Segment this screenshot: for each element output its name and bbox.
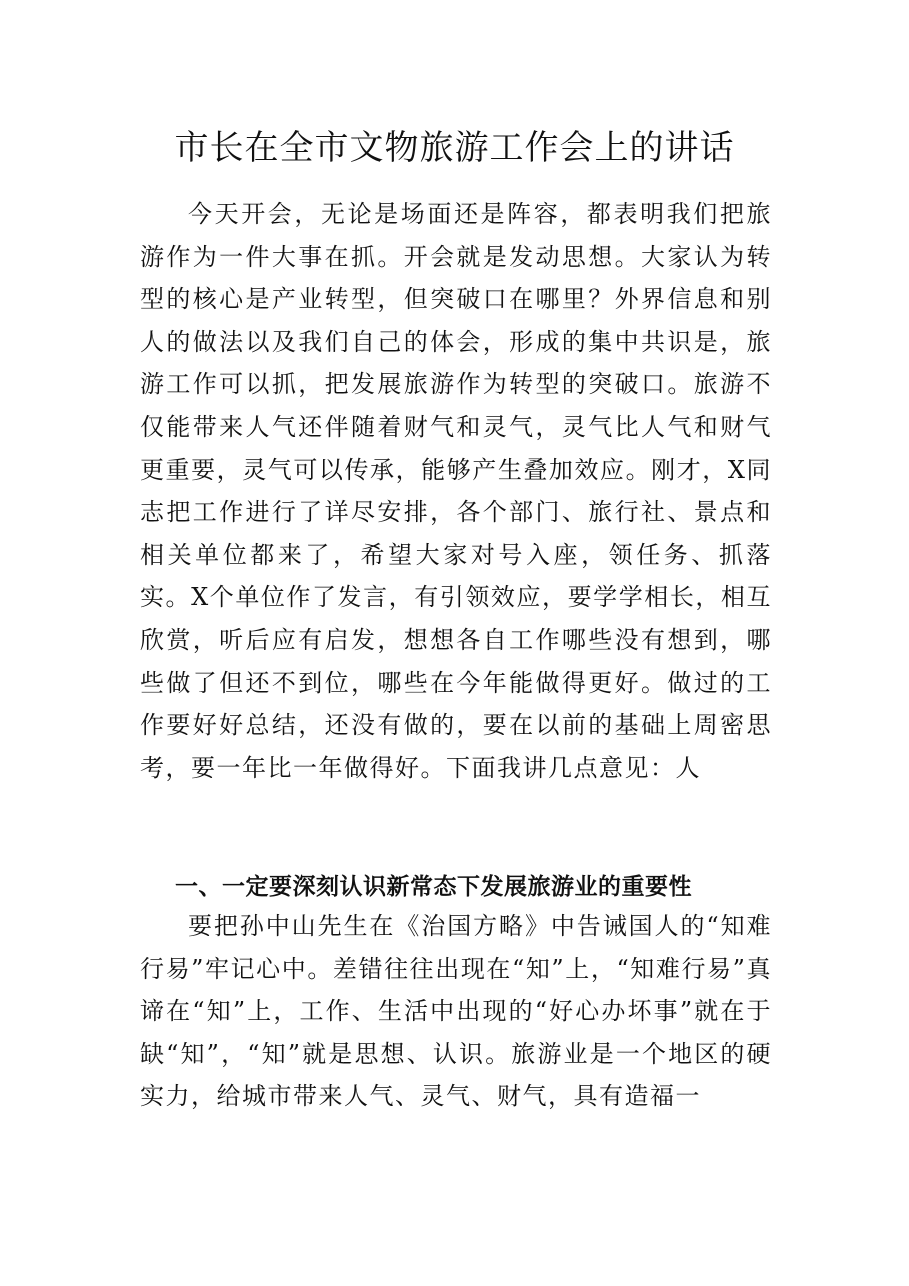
section-heading-1: 一、一定要深刻认识新常态下发展旅游业的重要性 (175, 874, 692, 900)
intro-paragraph: 今天开会，无论是场面还是阵容，都表明我们把旅游作为一件大事在抓。开会就是发动思想。大家认为转型的核心是产业转型，但突破口在哪里？外界信息和别人的做法以及我们自己的体会，形成的集中共识是，旅游工作可以抓，把发展旅游作为转型的突破口。旅游不仅能带来人气还伴随着财气和灵气，灵气比人气和财气更重要，灵气可以传承，能够产生叠加效应。刚才，X同志把工作进行了详尽安排，各个部门、旅行社、景点和相关单位都来了，希望大家对号入座，领任务、抓落实。X个单位作了发言，有引领效应，要学学相长，相互欣赏，听后应有启发，想想各自工作哪些没有想到，哪些做了但还不到位，哪些在今年能做得更好。做过的工作要好好总结，还没有做的，要在以前的基础上周密思考，要一年比一年做得好。下面我讲几点意见：人 (140, 200, 772, 782)
document-title: 市长在全市文物旅游工作会上的讲话 (174, 128, 735, 168)
section-1-paragraph: 要把孙中山先生在《治国方略》中告诫国人的“知难行易”牢记心中。差错往往出现在“知”上，“知难行易”真谛在“知”上，工作、生活中出现的“好心办坏事”就在于缺“知”，“知”就是思想、认识。旅游业是一个地区的硬实力，给城市带来人气、灵气、财气，具有造福一 (140, 912, 772, 1111)
